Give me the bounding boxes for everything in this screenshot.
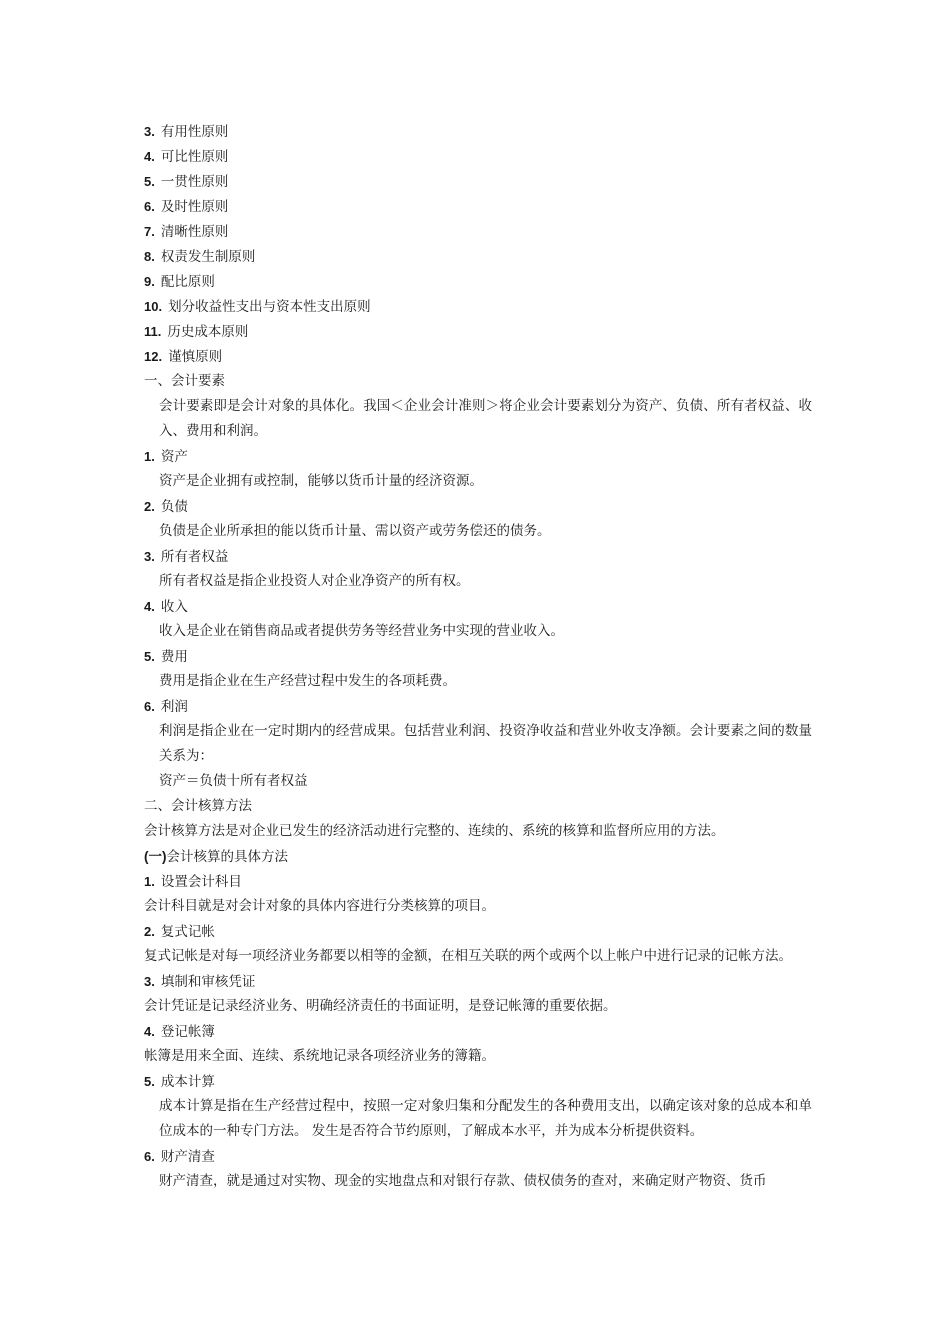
list-item: [144, 119, 812, 144]
paragraph: 会计要素即是会计对象的具体化。我国＜企业会计准则＞将企业会计要素划分为资产、负债、所有者权益、收入、费用和利润。: [159, 398, 812, 439]
item-number: 4.: [144, 149, 155, 164]
item-number: 6.: [144, 1149, 155, 1164]
item-heading: [144, 644, 812, 669]
item-heading: [144, 919, 812, 944]
item-number: 2.: [144, 499, 155, 514]
item-text: 可比性原则: [160, 149, 229, 165]
item-heading: [144, 594, 812, 619]
item-heading: [144, 544, 812, 569]
item-number: 3.: [144, 124, 155, 139]
item-number: 2.: [144, 924, 155, 939]
subheading-number: (一): [144, 849, 167, 864]
item-heading: [144, 1019, 812, 1044]
item-heading: [144, 869, 812, 894]
item-text: 权责发生制原则: [160, 249, 256, 265]
list-item: [144, 194, 812, 219]
item-title: 所有者权益: [160, 549, 229, 565]
item-title: 成本计算: [160, 1074, 215, 1090]
paragraph: 收入是企业在销售商品或者提供劳务等经营业务中实现的营业收入。: [159, 623, 564, 639]
item-text: 一贯性原则: [160, 174, 229, 190]
item-heading: [144, 969, 812, 994]
subsection-heading: [144, 844, 812, 869]
list-item: [144, 169, 812, 194]
section-heading: 一、会计要素: [144, 373, 225, 389]
list-item: [144, 144, 812, 169]
item-number: 10.: [144, 299, 163, 314]
item-number: 5.: [144, 649, 155, 664]
paragraph: 财产清查，就是通过对实物、现金的实地盘点和对银行存款、债权债务的查对，来确定财产物资、货币: [159, 1173, 767, 1189]
item-number: 1.: [144, 874, 155, 889]
paragraph: 会计核算方法是对企业已发生的经济活动进行完整的、连续的、系统的核算和监督所应用的方法。: [144, 823, 725, 839]
paragraph: 成本计算是指在生产经营过程中，按照一定对象归集和分配发生的各种费用支出，以确定该对象的总成本和单位成本的一种专门方法。 发生是否符合节约原则，了解成本水平，并为成本分析提供资料。: [159, 1098, 812, 1139]
item-title: 填制和审核凭证: [160, 974, 256, 990]
item-text: 有用性原则: [160, 124, 229, 140]
item-heading: [144, 444, 812, 469]
item-number: 5.: [144, 1074, 155, 1089]
paragraph: 负债是企业所承担的能以货币计量、需以资产或劳务偿还的债务。: [159, 523, 551, 539]
item-number: 3.: [144, 549, 155, 564]
item-number: 7.: [144, 224, 155, 239]
paragraph: 费用是指企业在生产经营过程中发生的各项耗费。: [159, 673, 456, 689]
section-heading: 二、会计核算方法: [144, 798, 252, 814]
item-number: 6.: [144, 199, 155, 214]
paragraph: 会计科目就是对会计对象的具体内容进行分类核算的项目。: [144, 898, 495, 914]
item-number: 4.: [144, 599, 155, 614]
list-item: [144, 294, 812, 319]
item-number: 11.: [144, 324, 162, 339]
formula: 资产＝负债十所有者权益: [159, 773, 308, 789]
item-heading: [144, 1069, 812, 1094]
paragraph: 帐簿是用来全面、连续、系统地记录各项经济业务的簿籍。: [144, 1048, 495, 1064]
item-text: 历史成本原则: [167, 324, 249, 340]
item-heading: [144, 1144, 812, 1169]
item-number: 1.: [144, 449, 155, 464]
item-number: 12.: [144, 349, 163, 364]
paragraph: 会计凭证是记录经济业务、明确经济责任的书面证明，是登记帐簿的重要依据。: [144, 998, 617, 1014]
paragraph: 利润是指企业在一定时期内的经营成果。包括营业利润、投资净收益和营业外收支净额。会计要素之间的数量关系为：: [159, 723, 812, 764]
item-heading: [144, 694, 812, 719]
item-title: 财产清查: [160, 1149, 215, 1165]
list-item: [144, 219, 812, 244]
item-text: 及时性原则: [160, 199, 229, 215]
item-title: 利润: [160, 699, 188, 715]
item-number: 8.: [144, 249, 155, 264]
item-title: 费用: [160, 649, 188, 665]
paragraph: 所有者权益是指企业投资人对企业净资产的所有权。: [159, 573, 470, 589]
item-number: 6.: [144, 699, 155, 714]
item-number: 3.: [144, 974, 155, 989]
item-title: 复式记帐: [160, 924, 215, 940]
paragraph: 复式记帐是对每一项经济业务都要以相等的金额，在相互关联的两个或两个以上帐户中进行记录的记帐方法。: [144, 948, 792, 964]
list-item: [144, 344, 812, 369]
item-text: 清晰性原则: [160, 224, 229, 240]
list-item: [144, 269, 812, 294]
list-item: [144, 319, 812, 344]
item-text: 谨慎原则: [168, 349, 223, 365]
item-heading: [144, 494, 812, 519]
item-number: 5.: [144, 174, 155, 189]
item-title: 设置会计科目: [160, 874, 242, 890]
paragraph: 资产是企业拥有或控制，能够以货币计量的经济资源。: [159, 473, 483, 489]
item-number: 9.: [144, 274, 155, 289]
document-body: [144, 119, 812, 1194]
item-number: 4.: [144, 1024, 155, 1039]
item-title: 登记帐簿: [160, 1024, 215, 1040]
item-text: 划分收益性支出与资本性支出原则: [168, 299, 371, 315]
subheading-text: 会计核算的具体方法: [166, 849, 288, 865]
item-title: 资产: [160, 449, 188, 465]
item-title: 负债: [160, 499, 188, 515]
list-item: [144, 244, 812, 269]
item-title: 收入: [160, 599, 188, 615]
item-text: 配比原则: [160, 274, 215, 290]
